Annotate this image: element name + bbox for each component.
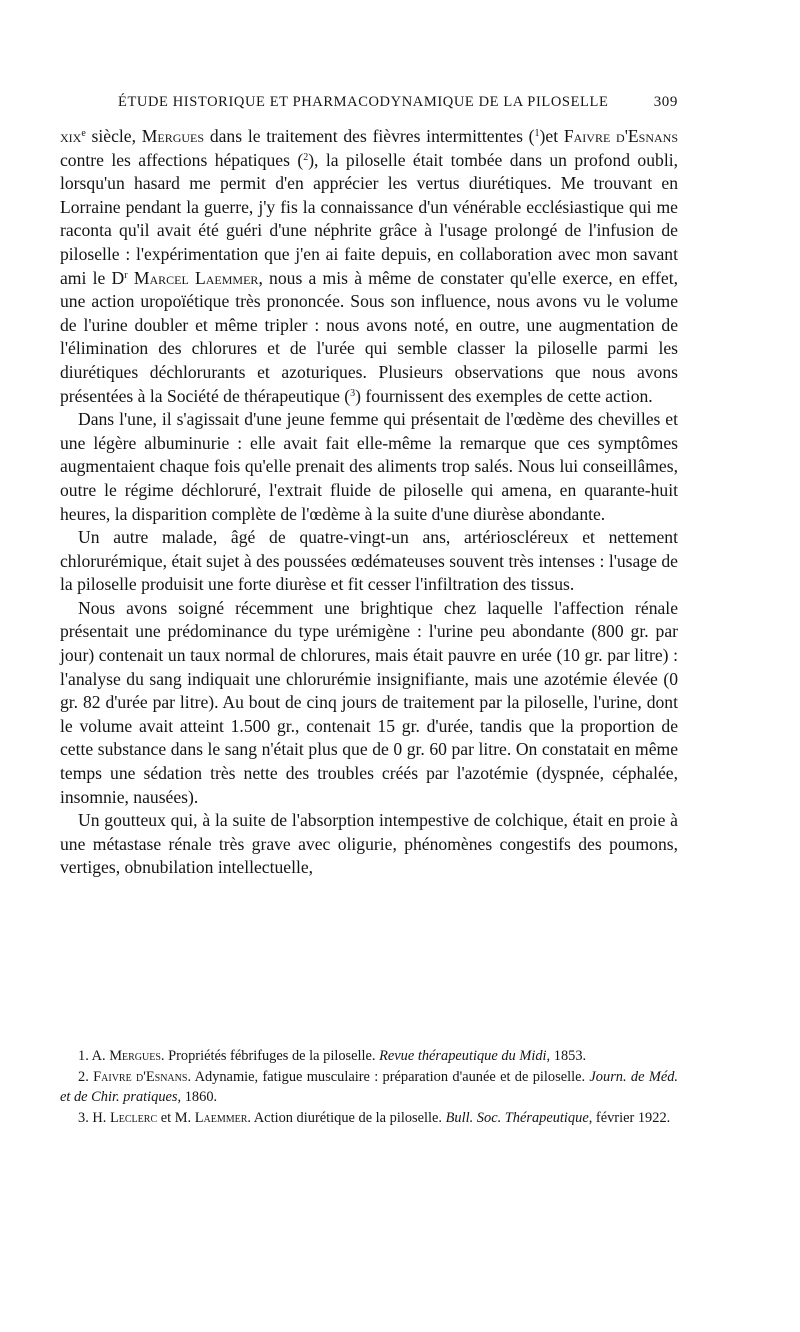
author-name: Marcel Laemmer bbox=[133, 267, 259, 288]
author-name: Mergues bbox=[141, 126, 205, 146]
footnote-3: 3. H. Leclerc et M. Laemmer. Action diurétique de la piloselle. Bull. Soc. Thérapeutique, février 1922. bbox=[78, 1109, 671, 1126]
running-title: ÉTUDE HISTORIQUE ET PHARMACODYNAMIQUE DE LA PILOSELLE bbox=[118, 94, 609, 110]
footnotes bbox=[60, 1046, 678, 1128]
footnote-ref-2: 2 bbox=[303, 151, 309, 163]
author-name: Faivre d'Esnans bbox=[563, 126, 678, 146]
footnote-2: 2. Faivre d'Esnans. Adynamie, fatigue musculaire : préparation d'aunée et de piloselle. Journ. de Méd. et de Chir. pratiques, 1860. bbox=[60, 1068, 679, 1105]
running-header bbox=[118, 94, 678, 114]
page-number: 309 bbox=[653, 94, 678, 110]
main-text bbox=[60, 125, 678, 880]
paragraph-3: Un autre malade, âgé de quatre-vingt-un ans, artérioscléreux et nettement chlorurémique, était sujet à des poussées œdémateuses souvent très intenses : l'usage de la piloselle produisit une forte diurèse et fit cesser l'infiltration des tissus. bbox=[60, 527, 678, 595]
paragraph-1: xix$^e$ siècle, Mergues dans le traitement des fièvres intermittentes ($^1$)et Faivre d'Esnans contre les affections hépatiques ($^2$), la piloselle était tombée dans un profond oubli, lorsqu'un hasard me permit d'en apprécier les vertus diurétiques. Me trouvant en Lorraine pendant la guerre, j'y fis la connaissance d'un vénérable ecclésiastique qui me raconta qu'il avait été guéri d'une néphrite grâce à l'usage prolongé de l'infusion de piloselle : l'expérimentation que j'en ai faite depuis, en collaboration avec mon savant ami le $D^r$ Marcel Laemmer, nous a mis à même de constater qu'elle exerce, en effet, une action uropoïétique très prononcée. Sous son influence, nous avons vu le volume de l'urine doubler et même tripler : nous avons noté, en outre, une augmentation de l'élimination des chlorures et de l'urée qui semble classer la piloselle parmi les diurétiques déchlorurants et azoturiques. Plusieurs observations que nous avons présentées à la Société de thérapeutique ($^3$) fournissent des exemples de cette action. bbox=[60, 126, 678, 406]
footnote-ref-1: 1 bbox=[534, 128, 540, 139]
paragraph-2: Dans l'une, il s'agissait d'une jeune femme qui présentait de l'œdème des chevilles et une légère albuminurie : elle avait fait elle-même la remarque que ces symptômes augmentaient chaque fois qu'elle prenait des aliments trop salés. Nous lui conseillâmes, outre le régime déchloruré, l'extrait fluide de piloselle qui amena, en quarante-huit heures, la disparition complète de l'œdème à la suite d'une diurèse abondante. bbox=[60, 409, 678, 524]
paragraph-4: Nous avons soigné récemment une brightique chez laquelle l'affection rénale présentait une prédominance du type urémigène : l'urine peu abondante (800 gr. par jour) contenait un taux normal de chlorures, mais était pauvre en urée (10 gr. par litre) : l'analyse du sang indiquait une chlorurémie insignifiante, mais une azotémie élevée (0 gr. 82 d'urée par litre). Au bout de cinq jours de traitement par la piloselle, l'urine, dont le volume avait atteint 1.500 gr., contenait 15 gr. d'urée, tandis que la proportion de cette substance dans le sang n'était plus que de 0 gr. 60 par litre. On constatait en même temps une sédation très nette des troubles créés par l'azotémie (dyspnée, céphalée, insomnie, nausées). bbox=[60, 597, 678, 807]
footnote-ref-3: 3 bbox=[350, 387, 356, 399]
footnote-1: 1. A. Mergues. Propriétés fébrifuges de la piloselle. Revue thérapeutique du Midi, 1853. bbox=[78, 1048, 587, 1064]
paragraph-5: Un goutteux qui, à la suite de l'absorption intempestive de colchique, était en proie à une métastase rénale très grave avec oligurie, phénomènes congestifs des poumons, vertiges, obnubilation intellectuelle, bbox=[60, 810, 678, 878]
